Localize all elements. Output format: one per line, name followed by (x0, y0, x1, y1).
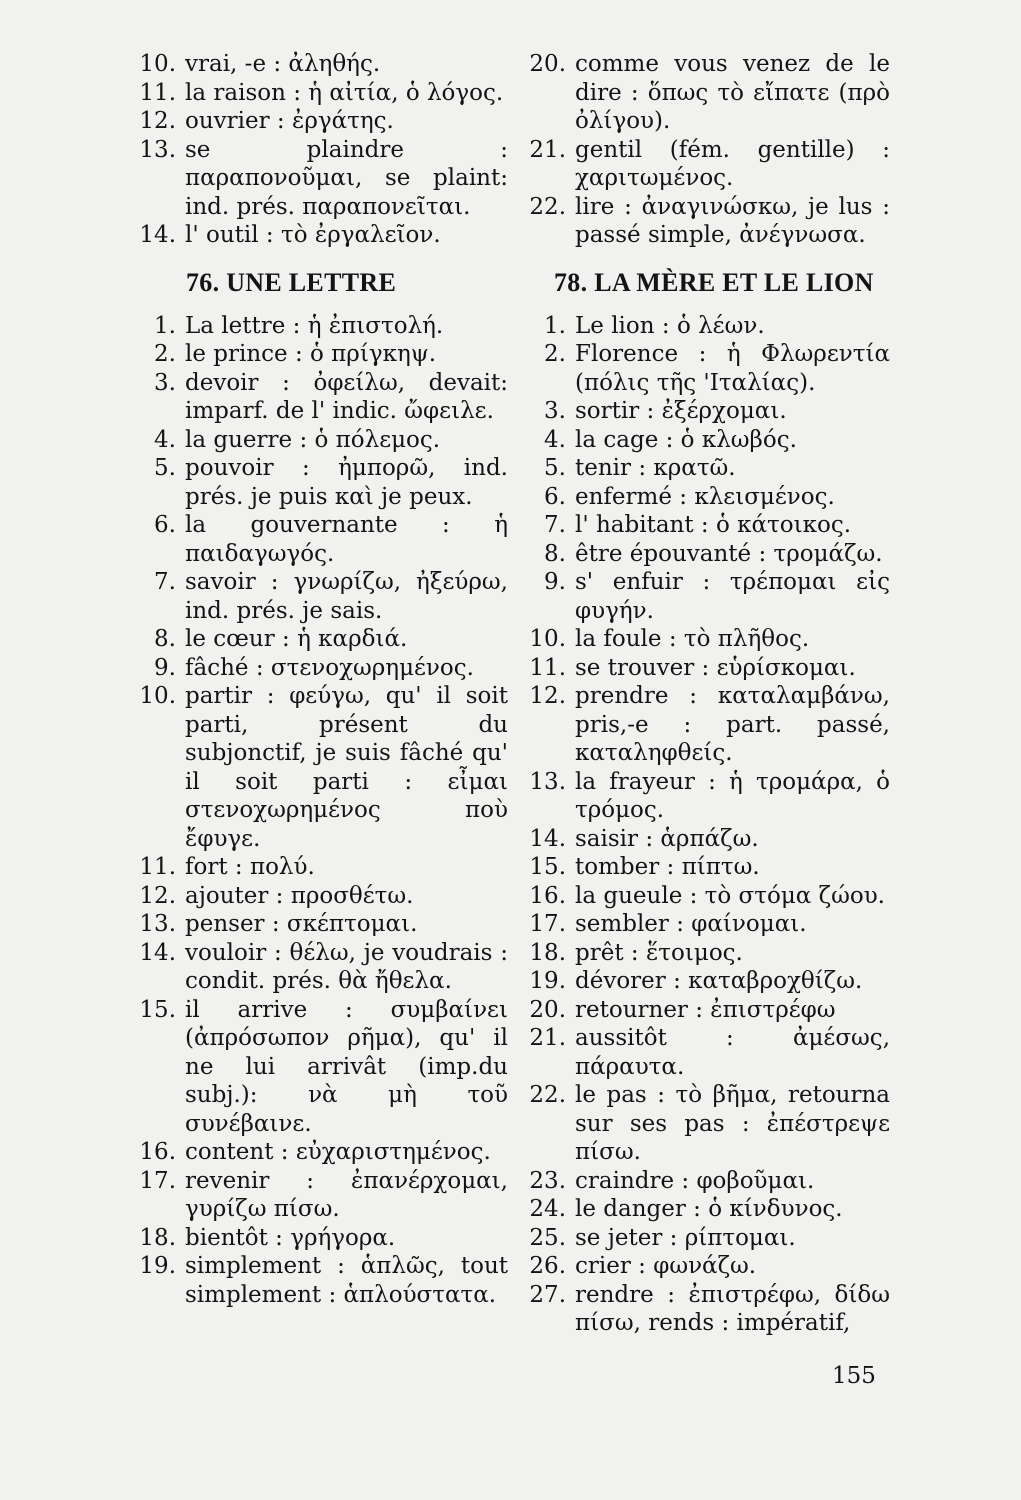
vocab-entry (518, 1281, 890, 1338)
vocab-entry (518, 625, 890, 654)
entry-text: la guerre : ὁ πόλεμος. (185, 426, 441, 453)
entry-number: 14. (529, 825, 566, 852)
vocab-entry (518, 1224, 890, 1253)
entry-text: content : εὐχαριστημένος. (185, 1139, 491, 1165)
entry-text: pouvoir : ἠμπορῶ, ind. prés. je puis καὶ je peux. (185, 455, 508, 510)
vocab-entry (128, 312, 508, 341)
vocab-entry (128, 682, 508, 853)
vocab-entry (128, 107, 508, 136)
entry-number: 6. (154, 512, 176, 538)
entry-text: la frayeur : ἡ τρομάρα, ὁ τρόμος. (575, 768, 890, 823)
vocab-entry (518, 1081, 890, 1167)
vocab-entry (128, 853, 508, 882)
entry-text: l' habitant : ὁ κάτοικος. (575, 512, 852, 538)
entries-top-list (128, 50, 508, 250)
vocab-entry (518, 1195, 890, 1224)
entry-text: fort : πολύ. (185, 854, 315, 880)
vocab-entry (518, 540, 890, 569)
entry-text: Florence : ἡ Φλωρεντία (πόλις τῆς 'Ιταλίας). (575, 341, 890, 396)
vocab-entry (518, 682, 890, 768)
entry-text: ajouter : προσθέτω. (185, 882, 414, 909)
entry-number: 26. (529, 1253, 566, 1279)
entry-text: tenir : κρατῶ. (575, 455, 736, 481)
vocab-entry (128, 221, 508, 250)
entry-text: craindre : φοβοῦμαι. (575, 1167, 815, 1194)
entry-number: 10. (139, 51, 176, 77)
entry-number: 17. (139, 1167, 176, 1194)
section-title-78: 78. LA MÈRE ET LE LION (554, 267, 874, 297)
entry-number: 16. (529, 882, 566, 909)
vocab-entry (518, 426, 890, 455)
entries-list (518, 312, 890, 1338)
vocab-entry (128, 1167, 508, 1224)
entry-text: se trouver : εὑρίσκομαι. (575, 654, 856, 681)
entry-text: la cage : ὁ κλωβός. (575, 426, 797, 453)
vocab-entry (518, 853, 890, 882)
entry-text: ouvrier : ἐργάτης. (185, 108, 394, 134)
entry-number: 21. (529, 136, 566, 163)
entry-text: revenir : ἐπανέρχομαι, γυρίζω πίσω. (185, 1167, 508, 1222)
entry-text: le prince : ὁ πρίγκηψ. (185, 341, 437, 367)
vocab-entry (518, 967, 890, 996)
entry-text: vouloir : θέλω, je voudrais : condit. prés. θὰ ἤθελα. (185, 939, 508, 994)
entry-number: 7. (154, 569, 176, 595)
entry-text: Le lion : ὁ λέων. (575, 312, 765, 339)
vocab-entry (128, 1224, 508, 1253)
entry-number: 24. (529, 1196, 566, 1222)
vocab-entry (128, 996, 508, 1139)
entry-number: 14. (139, 939, 176, 966)
entry-text: simplement : ἁπλῶς, tout simplement : ἁπλούστατα. (185, 1253, 508, 1308)
entry-number: 19. (529, 968, 566, 994)
entry-number: 5. (544, 455, 566, 481)
entry-text: la foule : τὸ πλῆθος. (575, 626, 810, 652)
entry-number: 20. (529, 51, 566, 77)
vocab-entry (518, 511, 890, 540)
entry-number: 9. (544, 569, 566, 595)
vocab-entry (128, 1252, 508, 1309)
entry-number: 12. (139, 108, 176, 134)
entry-number: 13. (139, 911, 176, 937)
vocab-entry (128, 910, 508, 939)
entry-number: 11. (139, 79, 176, 106)
entry-text: savoir : γνωρίζω, ἠξεύρω, ind. prés. je sais. (185, 569, 508, 624)
entry-number: 1. (544, 312, 566, 339)
entry-text: vrai, -e : ἀληθής. (185, 51, 381, 77)
vocab-entry (128, 340, 508, 369)
entry-number: 10. (529, 626, 566, 652)
entry-number: 27. (529, 1281, 566, 1308)
vocab-entry (518, 939, 890, 968)
vocab-entry (128, 79, 508, 108)
vocab-entry (128, 568, 508, 625)
entry-text: sortir : ἐξέρχομαι. (575, 398, 787, 424)
entry-text: il arrive : συμβαίνει (ἀπρόσωπον ρῆμα), qu' il ne lui arrivât (imp.du subj.): νὰ μὴ τοῦ συνέβαινε. (185, 996, 508, 1137)
entry-number: 11. (139, 854, 176, 880)
vocab-entry (518, 50, 890, 136)
entry-number: 13. (139, 136, 176, 163)
entry-number: 2. (154, 341, 176, 367)
entry-text: la gueule : τὸ στόμα ζώου. (575, 882, 885, 909)
entry-number: 17. (529, 911, 566, 937)
entry-text: sembler : φαίνομαι. (575, 911, 807, 937)
left-column (128, 50, 508, 1309)
entry-text: retourner : ἐπιστρέφω (575, 996, 836, 1023)
vocab-entry (518, 483, 890, 512)
entry-text: le pas : τὸ βῆμα, retourna sur ses pas : ἐπέστρεψε πίσω. (575, 1082, 890, 1165)
entry-number: 7. (544, 512, 566, 538)
entry-number: 13. (529, 768, 566, 795)
vocab-entry (518, 825, 890, 854)
entry-number: 4. (154, 426, 176, 453)
entry-text: l' outil : τὸ ἐργαλεῖον. (185, 222, 441, 248)
vocab-entry (128, 1138, 508, 1167)
entries-list (128, 312, 508, 1310)
entry-number: 4. (544, 426, 566, 453)
entry-text: enfermé : κλεισμένος. (575, 483, 835, 510)
vocab-entry (518, 136, 890, 193)
entry-number: 3. (544, 398, 566, 424)
page-number: 155 (832, 1363, 876, 1389)
entry-text: prendre : καταλαμβάνω, pris,-e : part. passé, καταληφθείς. (575, 683, 890, 766)
vocab-entry (518, 454, 890, 483)
entry-text: prêt : ἕτοιμος. (575, 939, 743, 966)
vocab-entry (518, 654, 890, 683)
entry-number: 6. (544, 483, 566, 510)
entry-text: s' enfuir : τρέπομαι εἰς φυγήν. (575, 569, 890, 624)
entry-number: 3. (154, 369, 176, 396)
vocab-entry (128, 625, 508, 654)
entry-number: 12. (529, 683, 566, 709)
entry-text: La lettre : ἡ ἐπιστολή. (185, 312, 444, 339)
entry-text: crier : φωνάζω. (575, 1253, 757, 1279)
vocab-entry (128, 50, 508, 79)
entry-number: 10. (139, 683, 176, 709)
vocab-entry (518, 568, 890, 625)
entry-text: être épouvanté : τρομάζω. (575, 540, 883, 567)
entry-number: 9. (154, 654, 176, 681)
entry-text: la gouvernante : ἡ παιδαγωγός. (185, 512, 508, 567)
vocab-entry (518, 397, 890, 426)
entry-number: 8. (544, 540, 566, 567)
entry-number: 12. (139, 882, 176, 909)
entry-text: le cœur : ἡ καρδιά. (185, 626, 408, 652)
vocab-entry (128, 882, 508, 911)
entry-text: rendre : ἐπιστρέφω, δίδω πίσω, rends : impératif, (575, 1281, 890, 1336)
entry-number: 19. (139, 1253, 176, 1279)
entry-text: dévorer : καταβροχθίζω. (575, 968, 863, 994)
entry-number: 11. (529, 654, 566, 681)
entry-number: 15. (139, 996, 176, 1023)
vocab-entry (518, 340, 890, 397)
vocab-entry (128, 136, 508, 222)
vocab-entry (518, 910, 890, 939)
vocab-entry (128, 654, 508, 683)
vocab-entry (518, 193, 890, 250)
entry-number: 22. (529, 1082, 566, 1108)
entry-number: 8. (154, 626, 176, 652)
entry-text: aussitôt : ἀμέσως, πάραυτα. (575, 1025, 890, 1080)
entry-text: le danger : ὁ κίνδυνος. (575, 1196, 843, 1222)
entry-text: la raison : ἡ αἰτία, ὁ λόγος. (185, 79, 504, 106)
vocab-entry (518, 1252, 890, 1281)
vocab-entry (518, 1167, 890, 1196)
entry-text: penser : σκέπτομαι. (185, 911, 418, 937)
entry-number: 5. (154, 455, 176, 481)
entry-text: lire : ἀναγινώσκω, je lus : passé simple, ἀνέγνωσα. (575, 193, 890, 248)
right-column (518, 50, 890, 1338)
entry-number: 16. (139, 1139, 176, 1165)
vocab-entry (128, 426, 508, 455)
entry-text: se plaindre : παραπονοῦμαι, se plaint: ind. prés. παραπονεῖται. (185, 136, 508, 220)
entry-number: 25. (529, 1224, 566, 1251)
entry-number: 22. (529, 193, 566, 220)
vocab-entry (128, 454, 508, 511)
entry-number: 2. (544, 341, 566, 367)
section-title-76: 76. UNE LETTRE (186, 267, 397, 297)
entry-text: bientôt : γρήγορα. (185, 1224, 396, 1251)
entry-text: fâché : στενοχωρημένος. (185, 654, 474, 681)
vocab-entry (128, 369, 508, 426)
vocab-entry (518, 996, 890, 1025)
entry-text: saisir : ἁρπάζω. (575, 825, 759, 852)
entry-number: 18. (139, 1224, 176, 1251)
entry-number: 20. (529, 996, 566, 1023)
vocab-entry (518, 768, 890, 825)
entry-text: tomber : πίπτω. (575, 854, 760, 880)
entry-text: comme vous venez de le dire : ὅπως τὸ εἴπατε (πρὸ ὀλίγου). (575, 51, 890, 134)
entry-number: 14. (139, 222, 176, 248)
vocab-entry (518, 312, 890, 341)
entry-text: partir : φεύγω, qu' il soit parti, présent du subjonctif, je suis fâché qu' il soit parti : εἶμαι στενοχωρημένος ποὺ ἔφυγε. (185, 683, 508, 852)
entry-number: 21. (529, 1025, 566, 1051)
vocab-entry (128, 939, 508, 996)
entry-number: 23. (529, 1167, 566, 1194)
vocab-entry (518, 1024, 890, 1081)
vocab-entry (518, 882, 890, 911)
entry-number: 15. (529, 854, 566, 880)
entry-number: 1. (154, 312, 176, 339)
entry-text: gentil (fém. gentille) : χαριτωμένος. (575, 136, 890, 191)
entries-top-list (518, 50, 890, 250)
entry-text: devoir : ὀφείλω, devait: imparf. de l' indic. ὤφειλε. (185, 369, 508, 424)
entry-text: se jeter : ρίπτομαι. (575, 1224, 796, 1251)
entry-number: 18. (529, 939, 566, 966)
vocab-entry (128, 511, 508, 568)
